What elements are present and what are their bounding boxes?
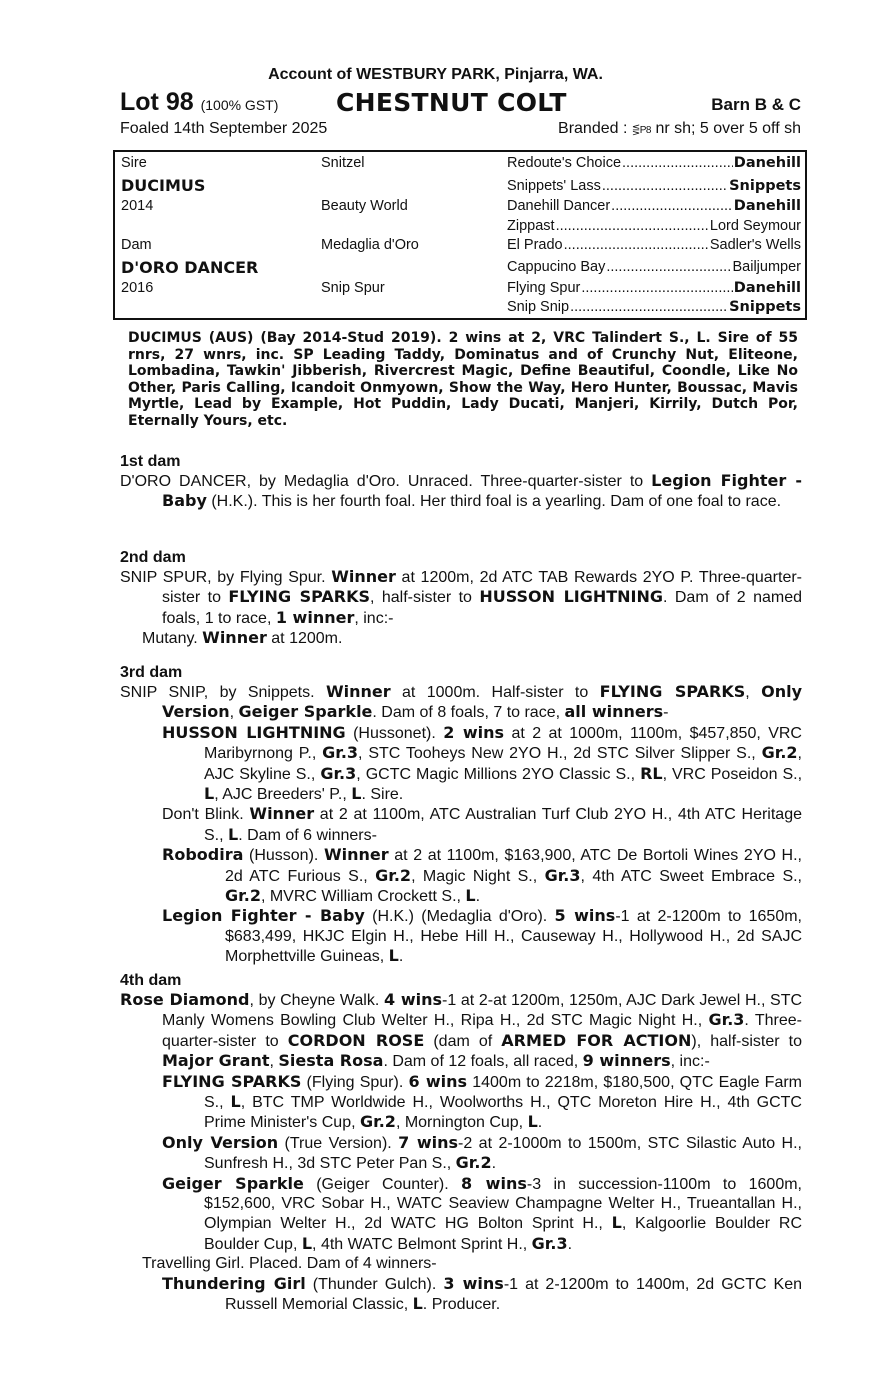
fourth-dam-heading: 4th dam <box>120 972 182 989</box>
sire-label: Sire <box>121 155 147 171</box>
ancestor-row: Danehill Dancer ..... Danehill <box>507 198 801 214</box>
brand-mark: ⋚P8 <box>631 125 651 136</box>
second-dam-heading: 2nd dam <box>120 549 186 566</box>
third-dam-section <box>120 663 802 967</box>
lot-label: Lot 98 <box>120 88 194 116</box>
grandsire-maternal: Medaglia d'Oro <box>321 237 419 253</box>
third-dam-paragraph: SNIP SNIP, by Snippets. Winner at 1000m. Half-sister to FLYING SPARKS, Only Version, Geiger Sparkle. Dam of 8 foals, 7 to race, all winners- <box>120 682 803 722</box>
second-dam-paragraph: SNIP SPUR, by Flying Spur. Winner at 1200m, 2d ATC TAB Rewards 2YO P. Three-quarter-sister to FLYING SPARKS, half-sister to HUSSON LIGHTNING. Dam of 2 named foals, 1 to race, 1 winner, inc:- <box>120 567 803 627</box>
progeny-robodira: Robodira (Husson). Winner at 2 at 1100m, $163,900, ATC De Bortoli Wines 2YO H., 2d ATC Furious S., Gr.2, Magic Night S., Gr.3, 4th ATC Sweet Embrace S., Gr.2, MVRC William Crockett S., L. <box>162 845 803 906</box>
account-line: Account of WESTBURY PARK, Pinjarra, WA. <box>268 66 603 83</box>
progeny-geiger-sparkle: Geiger Sparkle (Geiger Counter). 8 wins-3 in succession-1100m to 1600m, $152,600, VRC Sobar H., WATC Seaview Champagne Welter H., Trueantallan H., Olympian Welter H., 2d WATC HG Bolton Sprint H., L, Kalgoorlie Boulder RC Boulder Cup, L, 4th WATC Belmont Sprint H., Gr.3. <box>162 1173 802 1253</box>
sire-summary: DUCIMUS (AUS) (Bay 2014-Stud 2019). 2 wins at 2, VRC Talindert S., L. Sire of 55 rnrs, 27 wnrs, inc. SP Leading Taddy, Dominatus and of Crunchy Nut, Eliteone, Lombadina, Tawkin' Jibberish, Rivercrest Magic, Define Beautiful, Coondle, Like No Other, Paris Calling, Icandoit Onmyown, Show the Way, Hero Hunter, Boussac, Mavis Myrtle, Lead by Example, Hot Puddin, Lady Ducati, Manjeri, Kirrily, Dutch Por, Eternally Yours, etc. <box>128 330 798 429</box>
dam-year: 2016 <box>121 280 154 296</box>
grandsire-paternal: Snitzel <box>321 155 365 171</box>
granddam-maternal: Snip Spur <box>321 280 385 296</box>
progeny-dont-blink: Don't Blink. Winner at 2 at 1100m, ATC Australian Turf Club 2YO H., 4th ATC Heritage S., L. Dam of 6 winners- <box>162 804 802 844</box>
granddam-paternal: Beauty World <box>321 198 408 214</box>
ancestor-row: El Prado ..... Sadler's Wells <box>507 237 801 253</box>
barn-location: Barn B & C <box>711 95 801 114</box>
ancestor-row: Flying Spur ..... Danehill <box>507 280 801 296</box>
second-dam-section <box>120 548 802 649</box>
branded-label: Branded : <box>558 120 628 137</box>
lot-number <box>120 88 278 117</box>
sire-year: 2014 <box>121 198 154 214</box>
foaled-date: Foaled 14th September 2025 <box>120 120 328 137</box>
ancestor-row: Redoute's Choice ..... Danehill <box>507 155 801 171</box>
ancestor-row: Snip Snip ..... Snippets <box>507 299 801 315</box>
ancestor-row: Cappucino Bay ..... Bailjumper <box>507 259 801 275</box>
progeny-husson-lightning: HUSSON LIGHTNING (Hussonet). 2 wins at 2 at 1000m, 1100m, $457,850, VRC Maribyrnong P., Gr.3, STC Tooheys New 2YO H., 2d STC Silver Slipper S., Gr.2, AJC Skyline S., Gr.3, GCTC Magic Millions 2YO Classic S., RL, VRC Poseidon S., L, AJC Breeders' P., L. Sire. <box>162 722 803 804</box>
first-dam-section <box>120 452 802 512</box>
progeny-only-version: Only Version (True Version). 7 wins-2 at 2-1000m to 1500m, STC Silastic Auto H., Sunfresh H., 3d STC Peter Pan S., Gr.2. <box>162 1132 803 1173</box>
gst-note: (100% GST) <box>200 97 279 113</box>
horse-title: CHESTNUT COLT <box>336 88 567 117</box>
third-dam-heading: 3rd dam <box>120 664 183 681</box>
dam-name: D'ORO DANCER <box>121 258 259 277</box>
ancestor-row: Snippets' Lass ..... Snippets <box>507 178 801 194</box>
branded-detail: nr sh; 5 over 5 off sh <box>655 120 801 137</box>
fourth-dam-paragraph: Rose Diamond, by Cheyne Walk. 4 wins-1 at 2-at 1200m, 1250m, AJC Dark Jewel H., STC Manly Womens Bowling Club Welter H., Ripa H., 2d STC Magic Night H., Gr.3. Three-quarter-sister to CORDON ROSE (dam of ARMED FOR ACTION), half-sister to Major Grant, Siesta Rosa. Dam of 12 foals, all raced, 9 winners, inc:- <box>120 990 803 1071</box>
progeny-flying-sparks: FLYING SPARKS (Flying Spur). 6 wins 1400m to 2218m, $180,500, QTC Eagle Farm S., L, BTC TMP Worldwide H., Woolworths H., QTC Moreton Hire H., 4th GCTC Prime Minister's Cup, Gr.2, Mornington Cup, L. <box>162 1071 803 1132</box>
progeny-travelling-girl: Travelling Girl. Placed. Dam of 4 winners- <box>142 1255 437 1273</box>
pedigree-table <box>113 150 807 320</box>
progeny-thundering-girl: Thundering Girl (Thunder Gulch). 3 wins-1 at 2-1200m to 1400m, 2d GCTC Ken Russell Memorial Classic, L. Producer. <box>162 1273 803 1314</box>
first-dam-paragraph: D'ORO DANCER, by Medaglia d'Oro. Unraced. Three-quarter-sister to Legion Fighter - Baby (H.K.). This is her fourth foal. Her third foal is a yearling. Dam of one foal to race. <box>120 471 803 511</box>
sire-name: DUCIMUS <box>121 176 206 195</box>
fourth-dam-section <box>120 971 802 1315</box>
branded-info <box>558 120 801 138</box>
dam-label: Dam <box>121 237 152 253</box>
progeny-mutany: Mutany. Winner at 1200m. <box>142 628 343 648</box>
ancestor-row: Zippast ..... Lord Seymour <box>507 218 801 234</box>
progeny-legion-fighter-baby: Legion Fighter - Baby (H.K.) (Medaglia d'Oro). 5 wins-1 at 2-1200m to 1650m, $683,499, HKJC Elgin H., Hebe Hill H., Causeway H., Hollywood H., 2d SAJC Morphettville Guineas, L. <box>162 906 802 966</box>
first-dam-heading: 1st dam <box>120 453 181 470</box>
